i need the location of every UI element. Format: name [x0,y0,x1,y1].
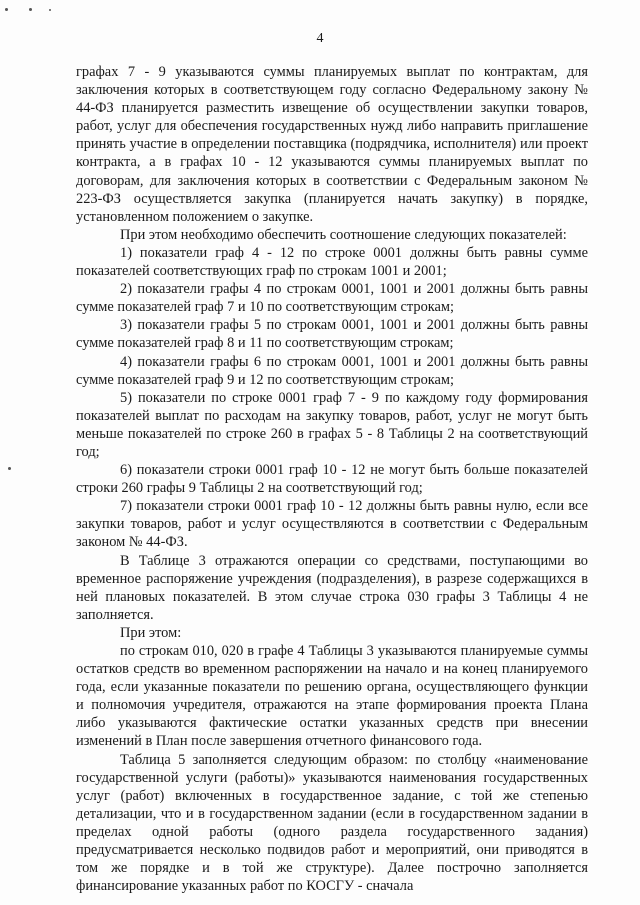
paragraph: графах 7 - 9 указываются суммы планируемых выплат по контрактам, для заключения которых в соответствующем году согласно Федеральному закону № 44-ФЗ планируется разместить извещение об осуществлении закупки товаров, работ, услуг для обеспечения государственных нужд либо направить приглашение принять участие в определении поставщика (подрядчика, исполнителя) или проект контракта, а в графах 10 - 12 указываются суммы планируемых выплат по договорам, для заключения которых в соответствии с Федеральным законом № 223-ФЗ осуществляется закупка (планируется начать закупку) в порядке, установленном положением о закупке. [76,64,588,225]
paragraph: 2) показатели графы 4 по строкам 0001, 1001 и 2001 должны быть равны сумме показателей граф 7 и 10 по соответствующим строкам; [76,281,588,316]
page-number: 4 [316,31,324,46]
scan-speck [29,8,32,11]
scan-speck [5,8,8,11]
paragraph: 7) показатели строки 0001 граф 10 - 12 должны быть равны нулю, если все закупки товаров, работ и услуг осуществляются в соответствии с Федеральным законом № 44-ФЗ. [76,498,588,551]
paragraph: 1) показатели граф 4 - 12 по строке 0001 должны быть равны сумме показателей соответствующих граф по строкам 1001 и 2001; [76,244,588,280]
paragraph: 3) показатели графы 5 по строкам 0001, 1001 и 2001 должны быть равны сумме показателей граф 8 и 11 по соответствующим строкам; [76,317,588,352]
paragraph: по строкам 010, 020 в графе 4 Таблицы 3 указываются планируемые суммы остатков средств во временном распоряжении на начало и на конец планируемого года, если указанные показатели по решению органа, осуществляющего функции и полномочия учредителя, отражаются на этапе формирования проекта Плана либо указываются фактические остатки указанных средств при внесении изменений в План после завершения отчетного финансового года. [76,643,588,750]
scan-speck [49,9,51,11]
paragraph: При этом: [120,624,182,641]
scan-speck [8,467,11,470]
paragraph: Таблица 5 заполняется следующим образом: по столбцу «наименование государственной услуги (работы)» указываются наименования государственных услуг (работ) включенных в государственное задание, с той же степенью детализации, что и в государственном задании (если в государственном задании в пределах одной работы (одного раздела государственного задания) предусматривается несколько подвидов работ и мероприятий, они приводятся в том же порядке и в той же структуре). Далее построчно заполняется финансирование указанных работ по КОСГУ - сначала [76,751,588,895]
paragraph: При этом необходимо обеспечить соотношение следующих показателей: [120,226,567,243]
paragraph: 6) показатели строки 0001 граф 10 - 12 не могут быть больше показателей строки 260 графы 9 Таблицы 2 на соответствующий год; [76,462,588,497]
body-text [76,63,588,895]
paragraph: В Таблице 3 отражаются операции со средствами, поступающими во временное распоряжение учреждения (подразделения), в разрезе содержащихся в ней плановых показателей. В этом случае строка 030 графы 3 Таблицы 4 не заполняется. [76,552,588,623]
paragraph: 5) показатели по строке 0001 граф 7 - 9 по каждому году формирования показателей выплат по расходам на закупку товаров, работ, услуг не могут быть меньше показателей по строке 260 в графах 5 - 8 Таблицы 2 на соответствующий год; [76,389,588,460]
paragraph: 4) показатели графы 6 по строкам 0001, 1001 и 2001 должны быть равны сумме показателей граф 9 и 12 по соответствующим строкам; [76,353,588,388]
